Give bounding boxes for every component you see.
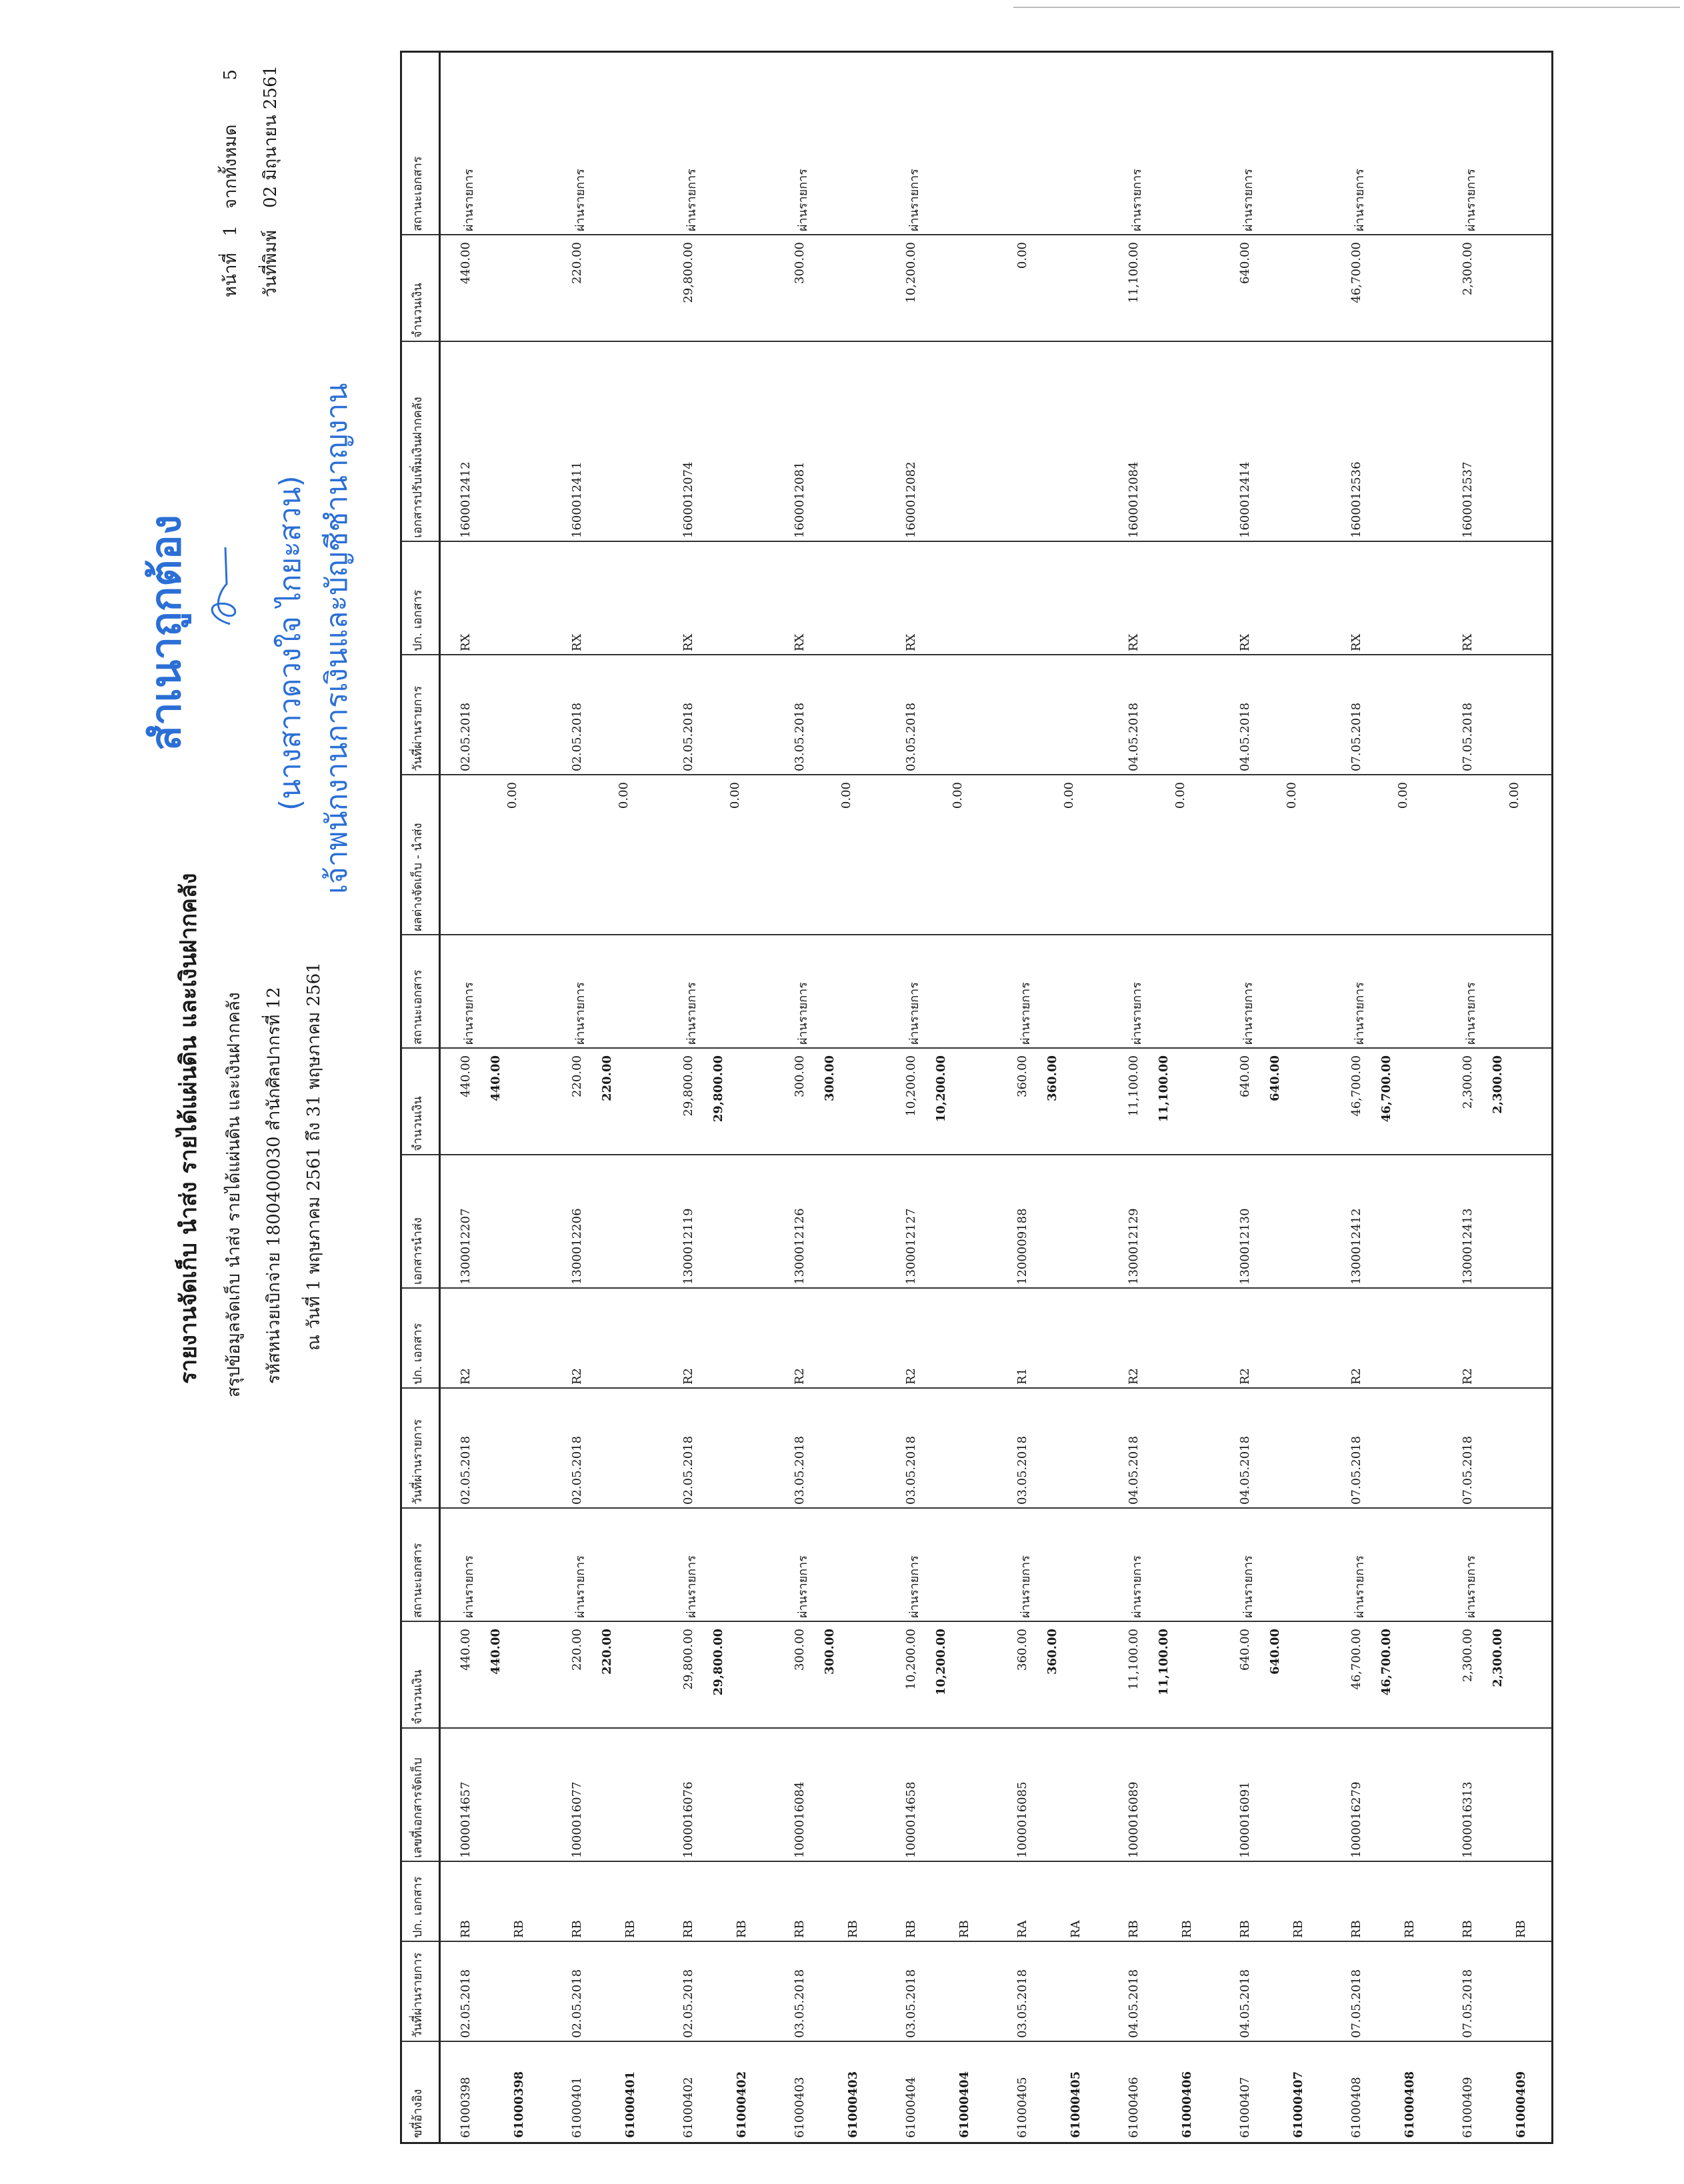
cell-type1: RB xyxy=(570,1920,584,1938)
cell-sum2: 440.00 xyxy=(489,1055,503,1101)
cell-amt2: 640.00 xyxy=(1238,1055,1252,1097)
cell-doc2: 1300012207 xyxy=(459,1208,473,1285)
cell-doc2: 1200009188 xyxy=(1015,1208,1029,1285)
cell-amt3: 0.00 xyxy=(1015,242,1029,269)
cell-type1-sub: RB xyxy=(1180,1920,1194,1938)
cell-diff: 0.00 xyxy=(1062,782,1076,809)
cell-doc3: 1600012412 xyxy=(459,461,473,538)
cell-type1-sub: RB xyxy=(735,1920,749,1938)
cell-type1-sub: RB xyxy=(1514,1920,1528,1938)
cell-type1: RB xyxy=(1349,1920,1363,1938)
cell-diff: 0.00 xyxy=(1396,782,1410,809)
cell-diff: 0.00 xyxy=(839,782,853,809)
cell-diff: 0.00 xyxy=(1507,782,1521,809)
cell-status3: ผ่านรายการ xyxy=(1353,169,1367,231)
cell-date1: 04.05.2018 xyxy=(1238,1969,1252,2038)
cell-ref: 61000404 xyxy=(904,2077,918,2138)
cell-sum1: 2,300.00 xyxy=(1491,1629,1505,1687)
cell-type1: RB xyxy=(793,1920,807,1938)
cell-doc1: 1000016076 xyxy=(681,1781,695,1858)
cell-type2: R2 xyxy=(1349,1367,1363,1385)
cell-amt1: 29,800.00 xyxy=(681,1629,695,1690)
cell-date1: 03.05.2018 xyxy=(1015,1969,1029,2038)
cell-status1: ผ่านรายการ xyxy=(1464,1555,1478,1618)
cell-status3: ผ่านรายการ xyxy=(1241,169,1255,231)
cell-ref-repeat: 61000398 xyxy=(512,2071,526,2138)
cell-doc2: 1300012129 xyxy=(1127,1208,1141,1285)
cell-ref: 61000408 xyxy=(1349,2077,1363,2138)
cell-sum2: 2,300.00 xyxy=(1491,1055,1505,1114)
cell-type1: RB xyxy=(1127,1920,1141,1938)
cell-doc2: 1300012130 xyxy=(1238,1208,1252,1285)
print-date: วันที่พิมพ์ 02 มิถุนายน 2561 xyxy=(261,65,281,297)
cell-amt2: 2,300.00 xyxy=(1461,1055,1475,1109)
header-doc1: เลขที่เอกสารจัดเก็บ xyxy=(411,1757,425,1858)
cell-status2: ผ่านรายการ xyxy=(1130,982,1144,1045)
cell-type1: RB xyxy=(1238,1920,1252,1938)
cell-type1: RB xyxy=(904,1920,918,1938)
cell-type2: R2 xyxy=(459,1367,473,1385)
cell-amt3: 2,300.00 xyxy=(1461,242,1475,296)
header-type3: ปก. เอกสาร xyxy=(411,589,425,651)
cell-date3: 02.05.2018 xyxy=(570,702,584,771)
cell-status1: ผ่านรายการ xyxy=(573,1555,587,1618)
cell-sum1: 640.00 xyxy=(1268,1629,1282,1675)
cell-status3: ผ่านรายการ xyxy=(907,169,921,231)
signature-scribble xyxy=(200,544,247,631)
cell-doc1: 1000014657 xyxy=(459,1781,473,1858)
header-type1: ปก. เอกสาร xyxy=(411,1876,425,1938)
cell-sum1: 29,800.00 xyxy=(711,1629,725,1696)
cell-doc1: 1000016077 xyxy=(570,1781,584,1858)
cell-status3: ผ่านรายการ xyxy=(796,169,810,231)
cell-sum1: 10,200.00 xyxy=(934,1629,948,1696)
report-subtitle-2: รหัสหน่วยเบิกจ่าย 1800400030 สำนักศิลปากรที่ 12 xyxy=(264,987,284,1384)
column-divider xyxy=(402,1287,1551,1289)
cell-amt2: 300.00 xyxy=(793,1055,807,1097)
signer-name: (นางสาวดวงใจ ไกยะสวน) xyxy=(273,475,307,811)
cell-sum2: 46,700.00 xyxy=(1379,1055,1393,1123)
cell-amt1: 640.00 xyxy=(1238,1629,1252,1671)
cell-sum2: 360.00 xyxy=(1045,1055,1059,1101)
cell-diff: 0.00 xyxy=(1285,782,1299,809)
report-subtitle-3: ณ วันที่ 1 พฤษภาคม 2561 ถึง 31 พฤษภาคม 2561 xyxy=(304,962,324,1351)
cell-status2: ผ่านรายการ xyxy=(1353,982,1367,1045)
cell-type3: RX xyxy=(904,633,918,651)
cell-ref: 61000407 xyxy=(1238,2077,1252,2138)
cell-type1: RB xyxy=(1461,1920,1475,1938)
cell-sum2: 29,800.00 xyxy=(711,1055,725,1123)
cell-type1-sub: RB xyxy=(846,1920,860,1938)
cell-ref: 61000402 xyxy=(681,2077,695,2138)
cell-type3: RX xyxy=(1127,633,1141,651)
column-divider xyxy=(402,1387,1551,1389)
cell-doc3: 1600012414 xyxy=(1238,461,1252,538)
cell-sum1: 360.00 xyxy=(1045,1629,1059,1675)
cell-amt3: 300.00 xyxy=(793,242,807,284)
header-amt3: จำนวนเงิน xyxy=(411,283,425,338)
cell-date3: 03.05.2018 xyxy=(904,702,918,771)
cell-amt3: 220.00 xyxy=(570,242,584,284)
cell-date1: 07.05.2018 xyxy=(1461,1969,1475,2038)
cell-doc3: 1600012081 xyxy=(793,461,807,538)
header-doc2: เอกสารนำส่ง xyxy=(411,1217,425,1285)
cell-ref: 61000403 xyxy=(793,2077,807,2138)
cell-date2: 02.05.2018 xyxy=(459,1435,473,1505)
cell-status1: ผ่านรายการ xyxy=(1241,1555,1255,1618)
cell-amt3: 10,200.00 xyxy=(904,242,918,303)
cell-status3: ผ่านรายการ xyxy=(1130,169,1144,231)
cell-amt1: 300.00 xyxy=(793,1629,807,1671)
cell-type2: R2 xyxy=(904,1367,918,1385)
cell-doc3: 1600012082 xyxy=(904,461,918,538)
cell-type2: R2 xyxy=(681,1367,695,1385)
certified-copy-stamp: สำเนาถูกต้อง xyxy=(141,515,190,751)
cell-type1-sub: RB xyxy=(1403,1920,1417,1938)
cell-type1-sub: RB xyxy=(957,1920,971,1938)
cell-doc1: 1000014658 xyxy=(904,1781,918,1858)
cell-doc2: 1300012206 xyxy=(570,1208,584,1285)
cell-doc1: 1000016084 xyxy=(793,1781,807,1858)
cell-type3: RX xyxy=(459,633,473,651)
cell-type3: RX xyxy=(1349,633,1363,651)
cell-amt1: 220.00 xyxy=(570,1629,584,1671)
cell-doc2: 1300012127 xyxy=(904,1208,918,1285)
column-divider xyxy=(402,934,1551,935)
cell-doc2: 1300012119 xyxy=(681,1208,695,1285)
cell-amt1: 360.00 xyxy=(1015,1629,1029,1671)
cell-doc3: 1600012537 xyxy=(1461,461,1475,538)
column-divider xyxy=(402,234,1551,235)
cell-date2: 03.05.2018 xyxy=(793,1435,807,1505)
cell-diff: 0.00 xyxy=(951,782,965,809)
cell-type2: R1 xyxy=(1015,1367,1029,1385)
cell-amt1: 440.00 xyxy=(459,1629,473,1671)
cell-date3: 03.05.2018 xyxy=(793,702,807,771)
cell-date2: 02.05.2018 xyxy=(681,1435,695,1505)
report-subtitle-1: สรุปข้อมูลจัดเก็บ นำส่ง รายได้แผ่นดิน และเงินฝากคลัง xyxy=(224,992,244,1397)
cell-type3: RX xyxy=(1461,633,1475,651)
cell-sum2: 640.00 xyxy=(1268,1055,1282,1101)
cell-date1: 02.05.2018 xyxy=(570,1969,584,2038)
column-divider xyxy=(402,2041,1551,2042)
header-status2: สถานะเอกสาร xyxy=(411,969,425,1045)
cell-doc2: 1300012412 xyxy=(1349,1208,1363,1285)
cell-amt2: 360.00 xyxy=(1015,1055,1029,1097)
cell-amt2: 29,800.00 xyxy=(681,1055,695,1117)
cell-status2: ผ่านรายการ xyxy=(796,982,810,1045)
cell-type2: R2 xyxy=(1127,1367,1141,1385)
cell-doc1: 1000016091 xyxy=(1238,1781,1252,1858)
cell-date2: 03.05.2018 xyxy=(1015,1435,1029,1505)
cell-diff: 0.00 xyxy=(505,782,519,809)
cell-date2: 04.05.2018 xyxy=(1127,1435,1141,1505)
cell-doc1: 1000016089 xyxy=(1127,1781,1141,1858)
cell-status2: ผ่านรายการ xyxy=(907,982,921,1045)
cell-type2: R2 xyxy=(793,1367,807,1385)
cell-doc1: 1000016279 xyxy=(1349,1781,1363,1858)
cell-amt2: 11,100.00 xyxy=(1127,1055,1141,1117)
header-amt2: จำนวนเงิน xyxy=(411,1096,425,1151)
header-divider xyxy=(439,53,441,2142)
cell-date1: 03.05.2018 xyxy=(793,1969,807,2038)
cell-date3: 07.05.2018 xyxy=(1349,702,1363,771)
cell-doc1: 1000016085 xyxy=(1015,1781,1029,1858)
cell-type3: RX xyxy=(793,633,807,651)
cell-date3: 07.05.2018 xyxy=(1461,702,1475,771)
cell-date2: 07.05.2018 xyxy=(1461,1435,1475,1505)
cell-amt3: 640.00 xyxy=(1238,242,1252,284)
cell-date2: 04.05.2018 xyxy=(1238,1435,1252,1505)
cell-status2: ผ่านรายการ xyxy=(1241,982,1255,1045)
header-diff: ผลต่างจัดเก็บ - นำส่ง xyxy=(411,823,425,931)
cell-status3: ผ่านรายการ xyxy=(462,169,476,231)
cell-doc3: 1600012084 xyxy=(1127,461,1141,538)
cell-ref: 61000406 xyxy=(1127,2077,1141,2138)
cell-doc2: 1300012413 xyxy=(1461,1208,1475,1285)
cell-amt1: 11,100.00 xyxy=(1127,1629,1141,1690)
cell-date1: 04.05.2018 xyxy=(1127,1969,1141,2038)
cell-sum1: 300.00 xyxy=(823,1629,837,1675)
cell-date2: 07.05.2018 xyxy=(1349,1435,1363,1505)
cell-type2: R2 xyxy=(570,1367,584,1385)
cell-amt3: 11,100.00 xyxy=(1127,242,1141,303)
cell-type2: R2 xyxy=(1238,1367,1252,1385)
cell-ref: 61000409 xyxy=(1461,2077,1475,2138)
cell-amt2: 440.00 xyxy=(459,1055,473,1097)
cell-ref: 61000401 xyxy=(570,2077,584,2138)
cell-date3: 04.05.2018 xyxy=(1127,702,1141,771)
cell-type1-sub: RA xyxy=(1069,1920,1083,1938)
header-date1: วันที่ผ่านรายการ xyxy=(411,1952,425,2038)
column-divider xyxy=(402,1861,1551,1862)
cell-amt3: 440.00 xyxy=(459,242,473,284)
header-status3: สถานะเอกสาร xyxy=(411,156,425,231)
header-status1: สถานะเอกสาร xyxy=(411,1543,425,1618)
cell-status2: ผ่านรายการ xyxy=(685,982,699,1045)
cell-amt2: 220.00 xyxy=(570,1055,584,1097)
cell-date3: 02.05.2018 xyxy=(681,702,695,771)
cell-status1: ผ่านรายการ xyxy=(907,1555,921,1618)
column-divider xyxy=(402,1941,1551,1942)
column-divider xyxy=(402,774,1551,775)
cell-amt3: 29,800.00 xyxy=(681,242,695,303)
cell-amt2: 46,700.00 xyxy=(1349,1055,1363,1117)
header-date2: วันที่ผ่านรายการ xyxy=(411,1419,425,1505)
cell-type3: RX xyxy=(1238,633,1252,651)
cell-amt3: 46,700.00 xyxy=(1349,242,1363,303)
cell-status1: ผ่านรายการ xyxy=(685,1555,699,1618)
cell-sum2: 300.00 xyxy=(823,1055,837,1101)
cell-diff: 0.00 xyxy=(617,782,631,809)
cell-status3: ผ่านรายการ xyxy=(573,169,587,231)
cell-ref-repeat: 61000403 xyxy=(846,2071,860,2138)
cell-status1: ผ่านรายการ xyxy=(462,1555,476,1618)
cell-ref-repeat: 61000409 xyxy=(1514,2071,1528,2138)
cell-status3: ผ่านรายการ xyxy=(1464,169,1478,231)
cell-type2: R2 xyxy=(1461,1367,1475,1385)
column-divider xyxy=(402,1047,1551,1049)
cell-sum1: 11,100.00 xyxy=(1157,1629,1171,1696)
cell-amt1: 46,700.00 xyxy=(1349,1629,1363,1690)
cell-ref-repeat: 61000404 xyxy=(957,2071,971,2138)
cell-diff: 0.00 xyxy=(728,782,742,809)
cell-sum1: 46,700.00 xyxy=(1379,1629,1393,1696)
cell-type1: RA xyxy=(1015,1920,1029,1938)
cell-status1: ผ่านรายการ xyxy=(1353,1555,1367,1618)
cell-doc3: 1600012536 xyxy=(1349,461,1363,538)
cell-ref-repeat: 61000406 xyxy=(1180,2071,1194,2138)
cell-type1-sub: RB xyxy=(1291,1920,1305,1938)
cell-sum1: 220.00 xyxy=(600,1629,614,1675)
cell-type1-sub: RB xyxy=(512,1920,526,1938)
cell-type1: RB xyxy=(681,1920,695,1938)
header-type2: ปก. เอกสาร xyxy=(411,1323,425,1385)
cell-date3: 02.05.2018 xyxy=(459,702,473,771)
cell-doc1: 1000016313 xyxy=(1461,1781,1475,1858)
cell-date1: 03.05.2018 xyxy=(904,1969,918,2038)
cell-date2: 03.05.2018 xyxy=(904,1435,918,1505)
cell-type1-sub: RB xyxy=(623,1920,637,1938)
cell-doc3: 1600012074 xyxy=(681,461,695,538)
page-number: หน้าที่ 1 จากทั้งหมด 5 xyxy=(221,69,241,297)
cell-ref-repeat: 61000401 xyxy=(623,2071,637,2138)
header-doc3: เอกสารปรับเพิ่มเงินฝากคลัง xyxy=(411,397,425,538)
header-date3: วันที่ผ่านรายการ xyxy=(411,685,425,771)
column-divider xyxy=(402,1621,1551,1622)
cell-ref: 61000405 xyxy=(1015,2077,1029,2138)
cell-status3: ผ่านรายการ xyxy=(685,169,699,231)
cell-date1: 02.05.2018 xyxy=(459,1969,473,2038)
cell-amt2: 10,200.00 xyxy=(904,1055,918,1117)
column-divider xyxy=(402,654,1551,655)
cell-date2: 02.05.2018 xyxy=(570,1435,584,1505)
cell-sum2: 11,100.00 xyxy=(1157,1055,1171,1123)
cell-type3: RX xyxy=(681,633,695,651)
cell-doc3: 1600012411 xyxy=(570,461,584,538)
cell-sum2: 220.00 xyxy=(600,1055,614,1101)
cell-ref: 61000398 xyxy=(459,2077,473,2138)
cell-status2: ผ่านรายการ xyxy=(1019,982,1033,1045)
cell-amt1: 2,300.00 xyxy=(1461,1629,1475,1683)
cell-status1: ผ่านรายการ xyxy=(1130,1555,1144,1618)
cell-type3: RX xyxy=(570,633,584,651)
cell-status2: ผ่านรายการ xyxy=(1464,982,1478,1045)
cell-sum1: 440.00 xyxy=(489,1629,503,1675)
cell-diff: 0.00 xyxy=(1173,782,1187,809)
cell-status2: ผ่านรายการ xyxy=(462,982,476,1045)
cell-date1: 02.05.2018 xyxy=(681,1969,695,2038)
column-divider xyxy=(402,1507,1551,1509)
cell-ref-repeat: 61000407 xyxy=(1291,2071,1305,2138)
cell-ref-repeat: 61000402 xyxy=(735,2071,749,2138)
report-table xyxy=(400,51,1553,2144)
cell-ref-repeat: 61000408 xyxy=(1403,2071,1417,2138)
cell-date1: 07.05.2018 xyxy=(1349,1969,1363,2038)
header-ref: ขที่อ้างอิง xyxy=(411,2089,425,2138)
report-title: รายงานจัดเก็บ นำส่ง รายได้แผ่นดิน และเงินฝากคลัง xyxy=(175,873,202,1384)
cell-type1: RB xyxy=(459,1920,473,1938)
cell-status1: ผ่านรายการ xyxy=(1019,1555,1033,1618)
cell-ref-repeat: 61000405 xyxy=(1069,2071,1083,2138)
column-divider xyxy=(402,541,1551,542)
cell-date3: 04.05.2018 xyxy=(1238,702,1252,771)
cell-doc2: 1300012126 xyxy=(793,1208,807,1285)
cell-status2: ผ่านรายการ xyxy=(573,982,587,1045)
cell-amt1: 10,200.00 xyxy=(904,1629,918,1690)
cell-status1: ผ่านรายการ xyxy=(796,1555,810,1618)
signer-position: เจ้าพนักงานการเงินและบัญชีชำนาญงาน xyxy=(320,383,354,894)
cell-sum2: 10,200.00 xyxy=(934,1055,948,1123)
header-amt1: จำนวนเงิน xyxy=(411,1669,425,1725)
